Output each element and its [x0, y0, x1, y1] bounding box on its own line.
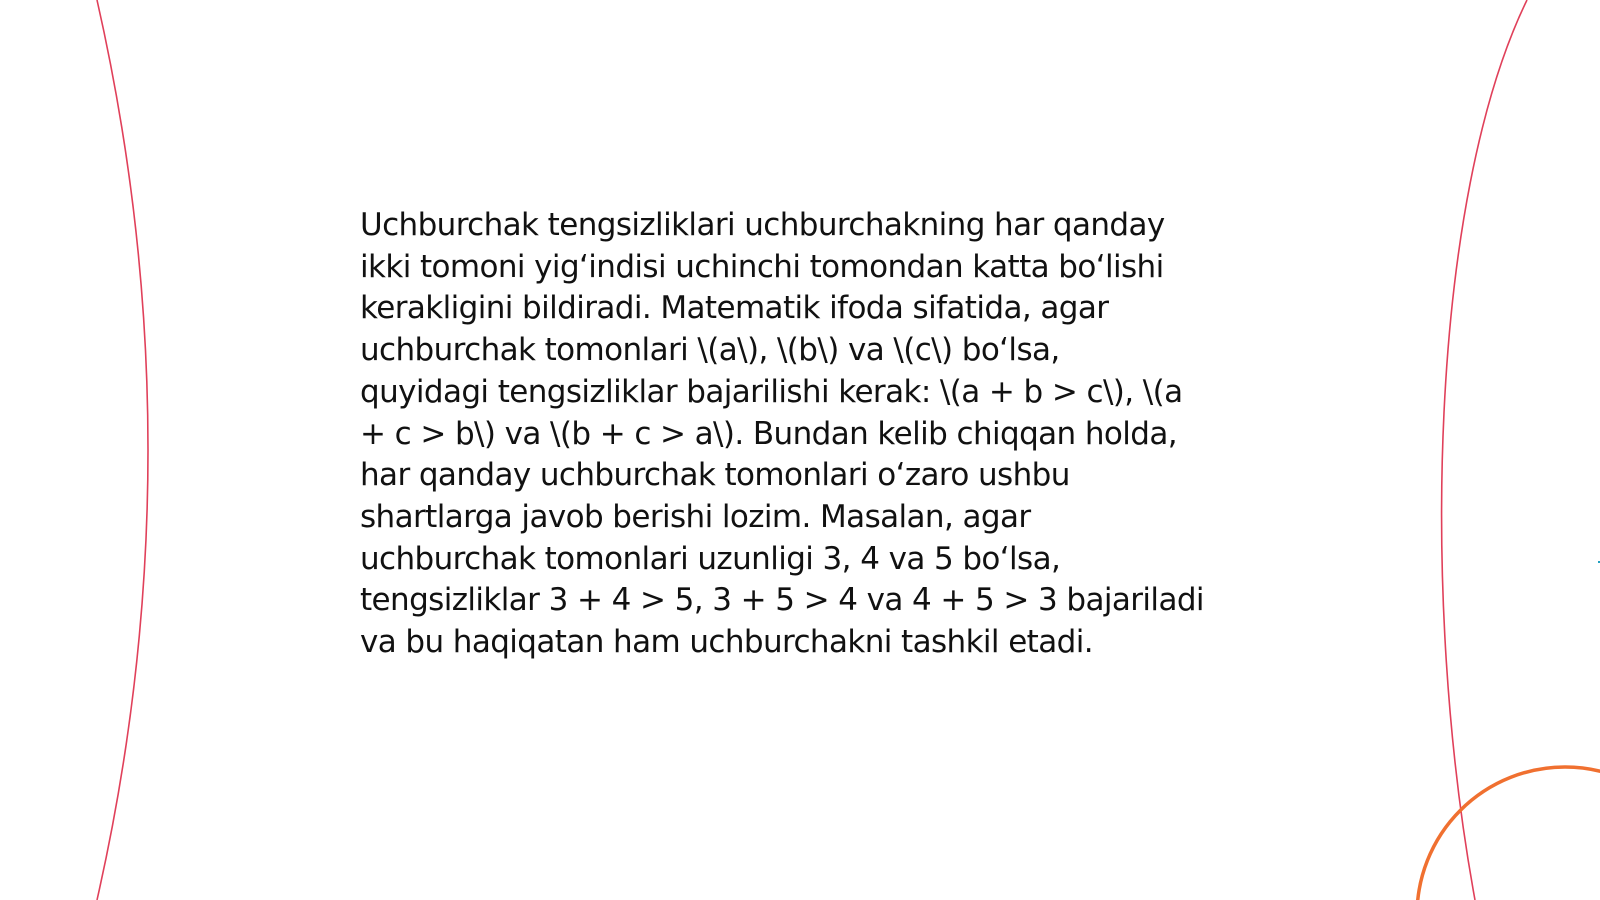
text-line: + c > b\) va \(b + c > a\). Bundan kelib chiqqan holda, [360, 415, 1178, 452]
text-line: kerakligini bildiradi. Matematik ifoda sifatida, agar [360, 290, 1109, 327]
text-line: uchburchak tomonlari uzunligi 3, 4 va 5 bo‘lsa, [360, 540, 1061, 577]
text-line: ikki tomoni yig‘indisi uchinchi tomondan katta bo‘lishi [360, 248, 1164, 285]
text-line: quyidagi tengsizliklar bajarilishi kerak: \(a + b > c\), \(a [360, 373, 1183, 410]
text-line: uchburchak tomonlari \(a\), \(b\) va \(c\) bo‘lsa, [360, 332, 1060, 369]
text-line: va bu haqiqatan ham uchburchakni tashkil etadi. [360, 624, 1093, 661]
text-line: har qanday uchburchak tomonlari o‘zaro ushbu [360, 457, 1070, 494]
text-line: Uchburchak tengsizliklari uchburchakning har qanday [360, 207, 1165, 243]
text-line: tengsizliklar 3 + 4 > 5, 3 + 5 > 4 va 4 + 5 > 3 bajariladi [360, 582, 1204, 619]
right-arc-line [1442, 0, 1527, 900]
text-line: shartlarga javob berishi lozim. Masalan, agar [360, 498, 1031, 535]
orange-circle-accent [1417, 767, 1600, 900]
left-arc-line [97, 0, 148, 900]
body-text [360, 205, 1240, 664]
